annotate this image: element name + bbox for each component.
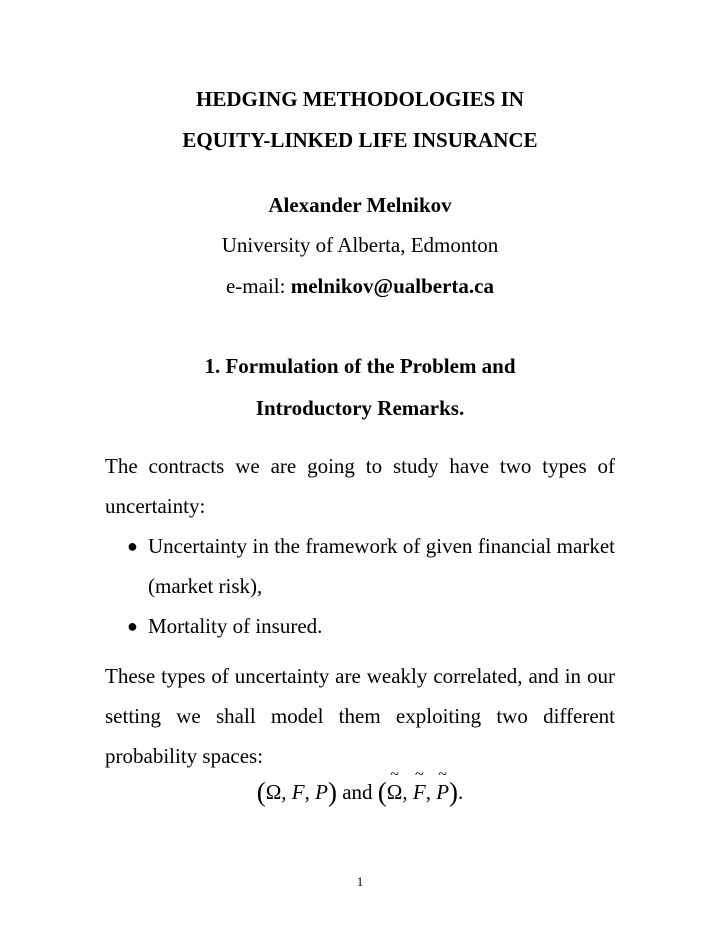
formula-connector: and <box>342 780 373 804</box>
author-affiliation: University of Alberta, Edmonton <box>221 233 499 257</box>
email-label: e-mail: <box>225 274 286 298</box>
intro-paragraph: The contracts we are going to study have two types of uncertainty: <box>105 454 615 518</box>
formula-end: . <box>458 780 464 804</box>
list-item <box>105 606 615 646</box>
formula-p-tilde: ~ P <box>436 780 449 805</box>
formula-f-tilde: ~ F <box>413 780 426 805</box>
bullet-icon: ● <box>127 616 138 636</box>
author-email-line <box>0 274 720 299</box>
list-item-text: Mortality of insured. <box>148 614 323 638</box>
author-name: Alexander Melnikov <box>268 193 452 217</box>
probability-spaces-formula: (Ω, F, P) and (~ Ω, ~ F, ~ P). <box>0 775 720 806</box>
bullet-icon: ● <box>127 536 138 556</box>
formula-p: P <box>315 780 328 804</box>
list-item <box>105 526 615 606</box>
page-number: 1 <box>356 874 364 889</box>
formula-omega-tilde: ~ Ω <box>387 780 403 805</box>
body-paragraph: These types of uncertainty are weakly correlated, and in our setting we shall model them exploiting two different probability spaces: <box>105 664 615 768</box>
formula-f: F <box>291 780 305 804</box>
section-heading-line-1: 1. Formulation of the Problem and <box>204 354 516 378</box>
formula-omega: Ω <box>265 780 282 804</box>
title-line-1: HEDGING METHODOLOGIES IN <box>196 87 524 111</box>
uncertainty-list <box>105 526 615 646</box>
title-line-2: EQUITY-LINKED LIFE INSURANCE <box>182 128 538 152</box>
email-address: melnikov@ualberta.ca <box>290 274 494 298</box>
section-heading-line-2: Introductory Remarks. <box>255 396 465 420</box>
list-item-text: Uncertainty in the framework of given financial market (market risk), <box>148 534 615 598</box>
